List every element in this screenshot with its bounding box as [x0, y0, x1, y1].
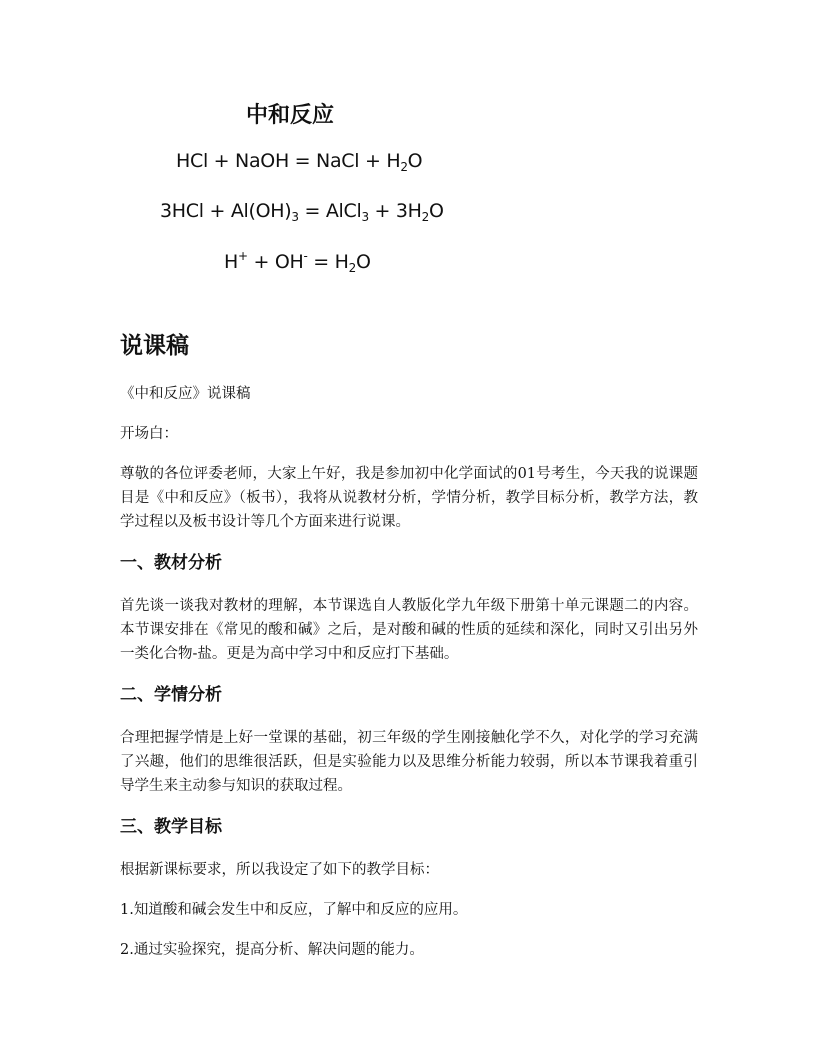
- document-body: [120, 330, 698, 978]
- section-paragraph-textbook: 首先谈一谈我对教材的理解，本节课选自人教版化学九年级下册第十单元课题二的内容。本节课安排在《常见的酸和碱》之后，是对酸和碱的性质的延续和深化，同时又引出另外一类化合物-盐。更是为高中学习中和反应打下基础。: [120, 598, 698, 662]
- document-subtitle: 《中和反应》说课稿: [120, 386, 251, 402]
- section-heading-students: 二、学情分析: [120, 685, 222, 705]
- document-heading: 说课稿: [120, 333, 189, 359]
- section-heading-textbook: 一、教材分析: [120, 553, 222, 573]
- blackboard-image: [0, 0, 816, 290]
- section-paragraph-students: 合理把握学情是上好一堂课的基础，初三年级的学生刚接触化学不久，对化学的学习充满了兴趣，他们的思维很活跃，但是实验能力以及思维分析能力较弱，所以本节课我着重引导学生来主动参与知识的获取过程。: [120, 730, 698, 794]
- equation-ionic: $H^+ + OH^- = H_2O$: [224, 249, 371, 275]
- section-heading-goals: 三、教学目标: [120, 817, 222, 837]
- opening-paragraph: 尊敬的各位评委老师，大家上午好，我是参加初中化学面试的01号考生，今天我的说课题目是《中和反应》（板书），我将从说教材分析，学情分析，教学目标分析，教学方法，教学过程以及板书设计等几个方面来进行说课。: [120, 466, 698, 530]
- goal-item: 1.知道酸和碱会发生中和反应，了解中和反应的应用。: [120, 902, 468, 918]
- equation-hcl-aloh3: $3HCl + Al(OH)_3$ = AlCl$_3$ + $3H_2O$: [160, 200, 444, 224]
- goal-item: 2.通过实验探究，提高分析、解决问题的能力。: [120, 942, 424, 958]
- opening-label: 开场白：: [120, 426, 178, 442]
- equation-hcl-naoh: HCl + NaOH = NaCl + $H_2O$: [176, 150, 423, 174]
- board-title: 中和反应: [246, 103, 335, 128]
- section-paragraph-goals: 根据新课标要求，所以我设定了如下的教学目标：: [120, 862, 439, 878]
